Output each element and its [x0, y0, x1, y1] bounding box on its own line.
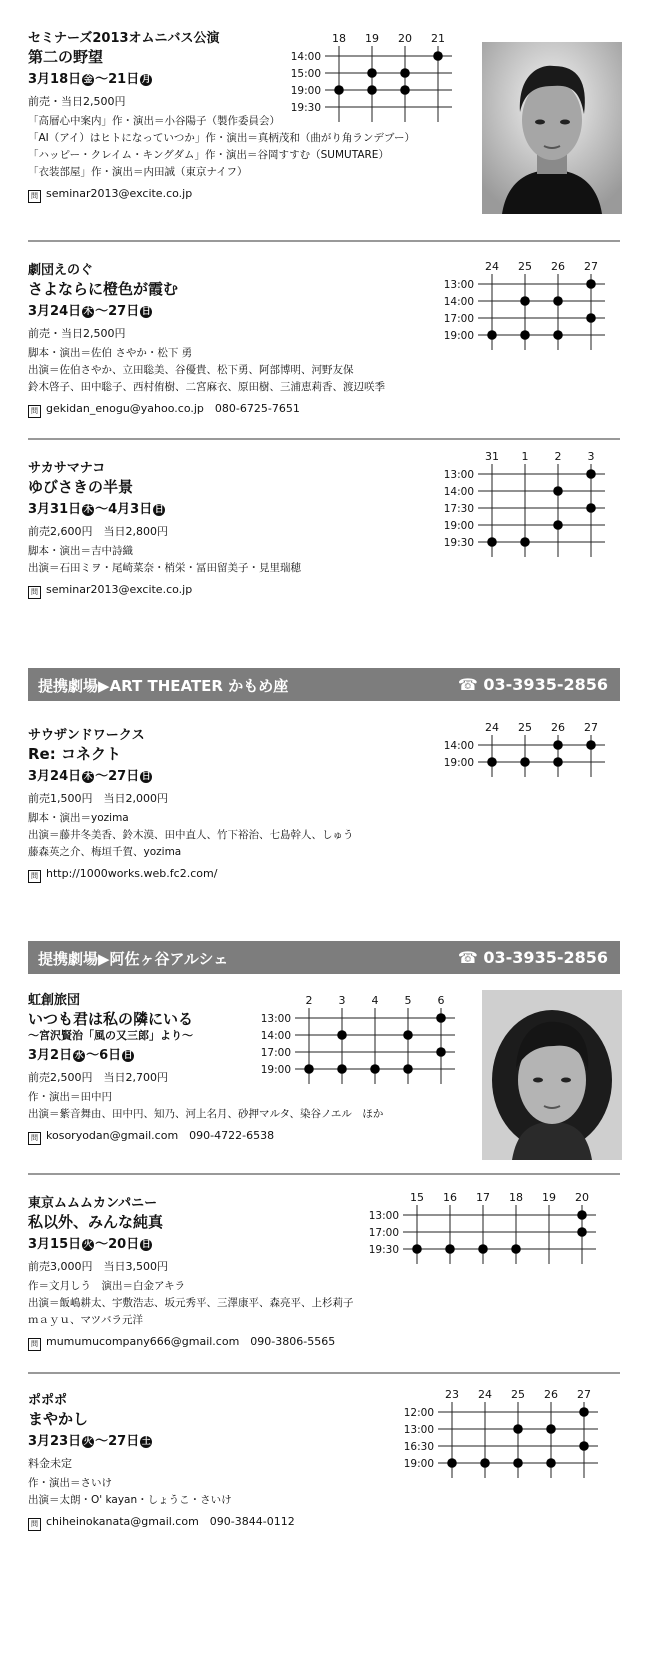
credits: [28, 543, 468, 577]
ticket-price: 前売・当日2,500円: [28, 327, 126, 340]
play-dates: 3月23日 火 〜27日 土: [28, 1434, 151, 1449]
credit-line: 「高層心中案内」作・演出＝小谷陽子（製作委員会）: [28, 115, 280, 127]
venue-label: 提携劇場▶阿佐ヶ谷アルシェ: [38, 950, 229, 968]
show-dot: [487, 757, 497, 767]
show-dot: [436, 1047, 446, 1057]
schedule-svg: [398, 1386, 600, 1478]
show-dot: [436, 1013, 446, 1023]
show-dot: [520, 757, 530, 767]
day-label: 26: [551, 260, 565, 273]
time-label: 19:00: [403, 1458, 434, 1470]
inquiry-icon: 問: [28, 586, 41, 599]
credit-line: 作・演出＝田中円: [28, 1091, 112, 1103]
venue-label: 提携劇場▶ART THEATER かもめ座: [38, 677, 289, 695]
credit-line: 出演＝飯嶋耕太、宇敷浩志、坂元秀平、三澤康平、森亮平、上杉莉子: [28, 1297, 354, 1309]
portrait-woman-icon: [482, 990, 622, 1160]
portrait-man-photo: [482, 42, 622, 214]
contact-line[interactable]: 問 kosoryodan@gmail.com 090-4722-6538: [28, 1128, 468, 1145]
time-label: 19:00: [290, 85, 321, 97]
show-dot: [586, 279, 596, 289]
day-label: 18: [509, 1191, 523, 1204]
contact-line[interactable]: 問 http://1000works.web.fc2.com/: [28, 866, 468, 883]
credit-line: 「ハッピー・クレイム・キングダム」作・演出＝谷岡すすむ（SUMUTARE）: [28, 149, 389, 161]
show-dot: [577, 1227, 587, 1237]
show-dot: [513, 1424, 523, 1434]
company-name: 東京ムムムカンパニー: [28, 1196, 158, 1211]
day-label: 20: [575, 1191, 589, 1204]
day-label: 16: [443, 1191, 457, 1204]
time-label: 17:00: [260, 1047, 291, 1059]
day-label: 3: [587, 450, 595, 463]
portrait-man-icon: [482, 42, 622, 214]
credits: [28, 1089, 468, 1123]
inquiry-icon: 問: [28, 870, 41, 883]
show-dot: [511, 1244, 521, 1254]
day-label: 15: [410, 1191, 424, 1204]
credits: [28, 345, 468, 396]
show-dot: [577, 1210, 587, 1220]
day-label: 25: [518, 721, 532, 734]
entry-info: [28, 727, 468, 883]
time-label: 16:30: [403, 1441, 434, 1453]
day-label: 27: [584, 260, 598, 273]
day-label: 24: [485, 260, 499, 273]
show-dot: [586, 313, 596, 323]
show-dot: [586, 469, 596, 479]
credit-line: ｍａｙｕ、マツバラ元洋: [28, 1314, 143, 1326]
schedule-grid: [398, 1386, 600, 1478]
time-label: 14:00: [260, 1030, 291, 1042]
show-dot: [370, 1064, 380, 1074]
day-label: 17: [476, 1191, 490, 1204]
schedule-grid: [438, 719, 607, 777]
show-dot: [337, 1030, 347, 1040]
credit-line: 藤森英之介、梅垣千賀、yozima: [28, 846, 182, 858]
day-label: 2: [554, 450, 562, 463]
time-label: 14:00: [443, 296, 474, 308]
schedule-svg: [438, 719, 607, 777]
play-dates: 3月18日 金 〜21日 月: [28, 72, 151, 87]
time-label: 19:00: [260, 1064, 291, 1076]
show-dot: [553, 330, 563, 340]
show-dot: [513, 1458, 523, 1468]
play-dates: 3月24日 木 〜27日 日: [28, 769, 151, 784]
credit-line: 「衣装部屋」作・演出＝内田誠（東京ナイフ）: [28, 166, 248, 178]
time-label: 13:00: [443, 279, 474, 291]
time-label: 19:00: [443, 757, 474, 769]
show-dot: [586, 503, 596, 513]
credit-line: 脚本・演出＝佐伯 さやか・松下 勇: [28, 347, 193, 359]
show-dot: [400, 68, 410, 78]
play-title: さよならに橙色が霞む: [28, 280, 179, 298]
time-label: 14:00: [290, 51, 321, 63]
day-label: 5: [404, 994, 412, 1007]
ticket-price: 前売1,500円 当日2,000円: [28, 792, 168, 805]
show-dot: [546, 1424, 556, 1434]
schedule-grid: [255, 992, 457, 1084]
company-name: ポポポ: [28, 1393, 68, 1408]
show-dot: [520, 537, 530, 547]
schedule-svg: [285, 30, 454, 122]
inquiry-icon: 問: [28, 405, 41, 418]
day-label: 6: [437, 994, 445, 1007]
day-label: 4: [371, 994, 379, 1007]
show-dot: [400, 85, 410, 95]
venue-banner: [28, 668, 620, 701]
show-dot: [412, 1244, 422, 1254]
schedule-grid: [438, 448, 607, 557]
show-dot: [445, 1244, 455, 1254]
time-label: 17:00: [368, 1227, 399, 1239]
credit-line: 「AI（アイ）はヒトになっていつか」作・演出＝真柄茂和（曲がり角ランデブー）: [28, 132, 416, 144]
schedule-svg: [438, 258, 607, 350]
time-label: 13:00: [368, 1210, 399, 1222]
play-title: まやかし: [28, 1410, 89, 1428]
section-divider: [28, 438, 620, 440]
contact-line[interactable]: 問 gekidan_enogu@yahoo.co.jp 080-6725-7651: [28, 401, 468, 418]
schedule-svg: [438, 448, 607, 557]
ticket-price: 前売・当日2,500円: [28, 95, 126, 108]
schedule-svg: [255, 992, 457, 1084]
show-dot: [337, 1064, 347, 1074]
company-name: 虹創旅団: [28, 993, 81, 1008]
show-dot: [546, 1458, 556, 1468]
play-title: 私以外、みんな純真: [28, 1213, 164, 1231]
ticket-price: 前売3,000円 当日3,500円: [28, 1260, 168, 1273]
day-label: 2: [305, 994, 313, 1007]
contact-line[interactable]: 問 chiheinokanata@gmail.com 090-3844-0112: [28, 1514, 468, 1531]
credit-line: 出演＝石田ミヲ・尾崎菜奈・梢栄・冨田留美子・見里瑞穂: [28, 562, 301, 574]
time-label: 14:00: [443, 740, 474, 752]
show-dot: [579, 1407, 589, 1417]
show-dot: [403, 1064, 413, 1074]
day-label: 25: [518, 260, 532, 273]
credits: [28, 1475, 468, 1509]
play-title: ゆびさきの半景: [28, 478, 134, 496]
day-label: 24: [478, 1388, 492, 1401]
ticket-price: 前売2,600円 当日2,800円: [28, 525, 168, 538]
day-label: 25: [511, 1388, 525, 1401]
section-divider: [28, 1173, 620, 1175]
time-label: 12:00: [403, 1407, 434, 1419]
show-dot: [304, 1064, 314, 1074]
time-label: 13:00: [443, 469, 474, 481]
show-dot: [579, 1441, 589, 1451]
section-divider: [28, 1372, 620, 1374]
show-dot: [478, 1244, 488, 1254]
day-label: 26: [551, 721, 565, 734]
show-dot: [487, 537, 497, 547]
entry-info: [28, 460, 468, 599]
contact-line[interactable]: 問 seminar2013@excite.co.jp: [28, 582, 468, 599]
company-name: 劇団えのぐ: [28, 263, 94, 278]
show-dot: [367, 68, 377, 78]
ticket-price: 前売2,500円 当日2,700円: [28, 1071, 168, 1084]
credit-line: 脚本・演出＝吉中詩織: [28, 545, 133, 557]
contact-line[interactable]: 問 seminar2013@excite.co.jp: [28, 186, 468, 203]
venue-phone[interactable]: ☎ 03-3935-2856: [457, 948, 608, 967]
time-label: 17:30: [443, 503, 474, 515]
day-label: 21: [431, 32, 445, 45]
time-label: 15:00: [290, 68, 321, 80]
credit-line: 作＝文月しう 演出＝白金アキラ: [28, 1280, 186, 1292]
time-label: 19:00: [443, 520, 474, 532]
day-label: 3: [338, 994, 346, 1007]
show-dot: [553, 757, 563, 767]
day-label: 27: [577, 1388, 591, 1401]
venue-banner: [28, 941, 620, 974]
play-title: 第二の野望: [28, 48, 104, 66]
time-label: 19:00: [443, 330, 474, 342]
inquiry-icon: 問: [28, 1132, 41, 1145]
show-dot: [520, 296, 530, 306]
show-dot: [334, 85, 344, 95]
show-dot: [553, 740, 563, 750]
day-label: 24: [485, 721, 499, 734]
show-dot: [487, 330, 497, 340]
day-label: 1: [521, 450, 529, 463]
day-label: 19: [542, 1191, 556, 1204]
credit-line: 出演＝太朗・O' kayan・しょうこ・さいけ: [28, 1494, 232, 1506]
company-name: セミナーズ2013オムニバス公演: [28, 31, 220, 46]
play-dates: 3月2日 水 〜6日 日: [28, 1048, 133, 1063]
show-dot: [480, 1458, 490, 1468]
show-dot: [403, 1030, 413, 1040]
day-label: 27: [584, 721, 598, 734]
play-title: いつも君は私の隣にいる: [28, 1010, 194, 1028]
time-label: 14:00: [443, 486, 474, 498]
show-dot: [553, 520, 563, 530]
inquiry-icon: 問: [28, 1338, 41, 1351]
play-dates: 3月15日 火 〜20日 日: [28, 1237, 151, 1252]
schedule-grid: [363, 1189, 598, 1264]
inquiry-icon: 問: [28, 1518, 41, 1531]
schedule-svg: [363, 1189, 598, 1264]
inquiry-icon: 問: [28, 190, 41, 203]
credit-line: 出演＝紫音舞由、田中円、知乃、河上名月、砂押マルタ、染谷ノエル ほか: [28, 1108, 384, 1120]
entry-info: [28, 262, 468, 418]
time-label: 19:30: [368, 1244, 399, 1256]
credits: [28, 113, 468, 181]
play-subtitle: 〜宮沢賢治「風の又三郎」より〜: [28, 1029, 193, 1042]
portrait-woman-photo: [482, 990, 622, 1160]
schedule-grid: [438, 258, 607, 350]
company-name: サカサマナコ: [28, 461, 106, 476]
time-label: 17:00: [443, 313, 474, 325]
show-dot: [433, 51, 443, 61]
time-label: 19:30: [290, 102, 321, 114]
contact-line[interactable]: 問 mumumucompany666@gmail.com 090-3806-5565: [28, 1334, 468, 1351]
show-dot: [553, 296, 563, 306]
schedule-grid: [285, 30, 454, 122]
credit-line: 作・演出＝さいけ: [28, 1477, 112, 1489]
day-label: 19: [365, 32, 379, 45]
credits: [28, 810, 468, 861]
play-title: Re: コネクト: [28, 745, 121, 763]
credit-line: 脚本・演出＝yozima: [28, 812, 129, 824]
play-dates: 3月31日 木 〜4月3日 日: [28, 502, 164, 517]
credits: [28, 1278, 468, 1329]
show-dot: [520, 330, 530, 340]
credit-line: 出演＝佐伯さやか、立田聡美、谷優貴、松下勇、阿部博明、河野友保: [28, 364, 354, 376]
show-dot: [553, 486, 563, 496]
time-label: 19:30: [443, 537, 474, 549]
time-label: 13:00: [260, 1013, 291, 1025]
day-label: 23: [445, 1388, 459, 1401]
day-label: 26: [544, 1388, 558, 1401]
venue-phone[interactable]: ☎ 03-3935-2856: [457, 675, 608, 694]
play-dates: 3月24日 木 〜27日 日: [28, 304, 151, 319]
credit-line: 出演＝藤井冬美香、鈴木漠、田中直人、竹下裕治、七島幹人、しゅう: [28, 829, 354, 841]
show-dot: [447, 1458, 457, 1468]
section-divider: [28, 240, 620, 242]
ticket-price: 料金未定: [28, 1457, 72, 1470]
company-name: サウザンドワークス: [28, 728, 145, 743]
show-dot: [586, 740, 596, 750]
day-label: 20: [398, 32, 412, 45]
day-label: 31: [485, 450, 499, 463]
show-dot: [367, 85, 377, 95]
day-label: 18: [332, 32, 346, 45]
credit-line: 鈴木啓子、田中聡子、西村侑樹、二宮麻衣、原田樹、三浦恵莉香、渡辺咲季: [28, 381, 385, 393]
time-label: 13:00: [403, 1424, 434, 1436]
